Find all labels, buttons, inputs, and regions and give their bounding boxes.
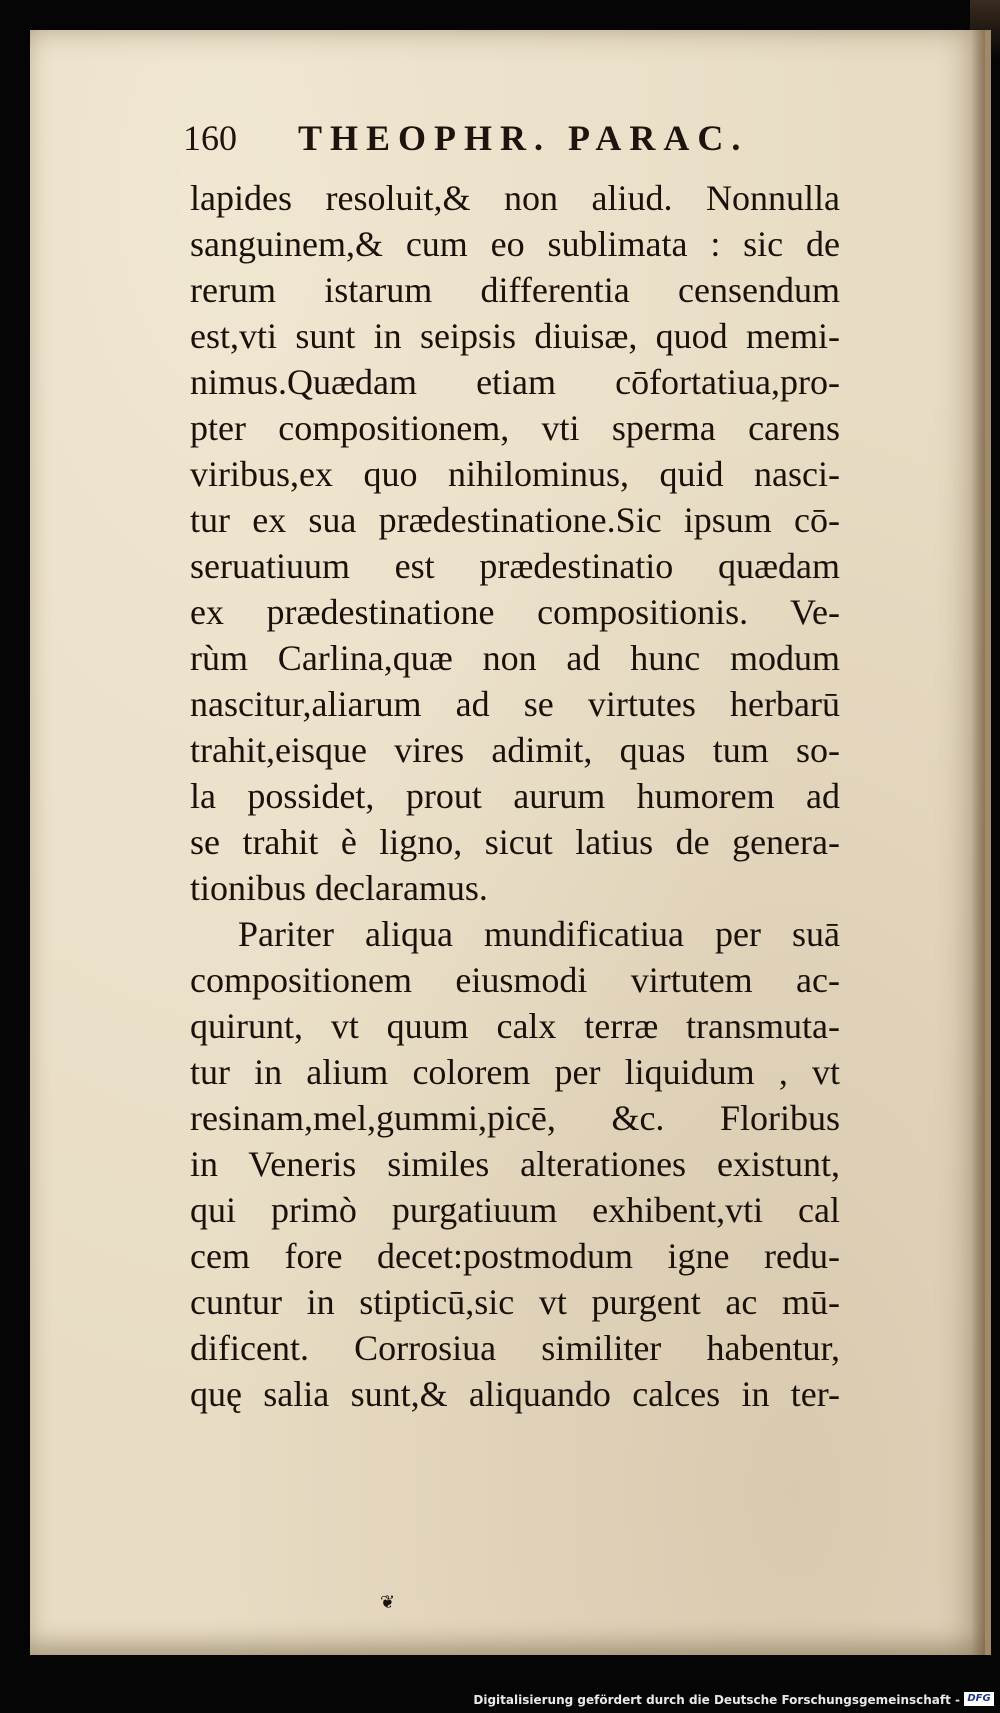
page-edge-shadow: [971, 30, 985, 1655]
text-line: tur ex sua prædestinatione.Sic ipsum cō-: [190, 500, 840, 540]
footer-bar: [0, 1683, 1000, 1713]
body-text: [190, 175, 840, 1417]
ornament-icon: ❦: [380, 1592, 396, 1613]
text-line: dificent. Corrosiua similiter habentur,: [190, 1328, 840, 1368]
running-head: THEOPHR. PARAC.: [298, 118, 749, 158]
text-line: seruatiuum est prædestinatio quædam: [190, 546, 840, 586]
text-line: cuntur in stipticū,sic vt purgent ac mū-: [190, 1282, 840, 1322]
text-line: trahit,eisque vires adimit, quas tum so-: [190, 730, 840, 770]
text-line: la possidet, prout aurum humorem ad: [190, 776, 840, 816]
text-line: ex prædestinatione compositionis. Ve-: [190, 592, 840, 632]
text-line: nascitur,aliarum ad se virtutes herbarū: [190, 684, 840, 724]
text-line: viribus,ex quo nihilominus, quid nasci-: [190, 454, 840, 494]
text-line: compositionem eiusmodi virtutem ac-: [190, 960, 840, 1000]
text-line: est,vti sunt in seipsis diuisæ, quod memi-: [190, 316, 840, 356]
text-line: quirunt, vt quum calx terræ transmuta-: [190, 1006, 840, 1046]
paragraph-start-line: Pariter aliqua mundificatiua per suā: [238, 914, 840, 954]
text-line: se trahit è ligno, sicut latius de genera-: [190, 822, 840, 862]
text-line: rùm Carlina,quæ non ad hunc modum: [190, 638, 840, 678]
text-line: resinam,mel,gummi,picē, &c. Floribus: [190, 1098, 840, 1138]
text-line: lapides resoluit,& non aliud. Nonnulla: [190, 178, 840, 218]
page-header: [183, 112, 843, 164]
text-line: quę salia sunt,& aliquando calces in ter-: [190, 1374, 840, 1414]
digitization-credit: Digitalisierung gefördert durch die Deutsche Forschungsgemeinschaft -: [473, 1693, 960, 1707]
scan-top-border: [0, 0, 1000, 30]
page-number: 160: [183, 118, 237, 158]
text-line: nimus.Quædam etiam cōfortatiua,pro-: [190, 362, 840, 402]
text-line: qui primò purgatiuum exhibent,vti cal: [190, 1190, 840, 1230]
text-line: pter compositionem, vti sperma carens: [190, 408, 840, 448]
dfg-logo: DFG: [964, 1692, 994, 1706]
text-line: in Veneris similes alterationes existunt,: [190, 1144, 840, 1184]
text-line: cem fore decet:postmodum igne redu-: [190, 1236, 840, 1276]
text-line: rerum istarum differentia censendum: [190, 270, 840, 310]
text-line: tur in alium colorem per liquidum , vt: [190, 1052, 840, 1092]
text-line: sanguinem,& cum eo sublimata : sic de: [190, 224, 840, 264]
paragraph-end-line: tionibus declaramus.: [190, 868, 488, 908]
